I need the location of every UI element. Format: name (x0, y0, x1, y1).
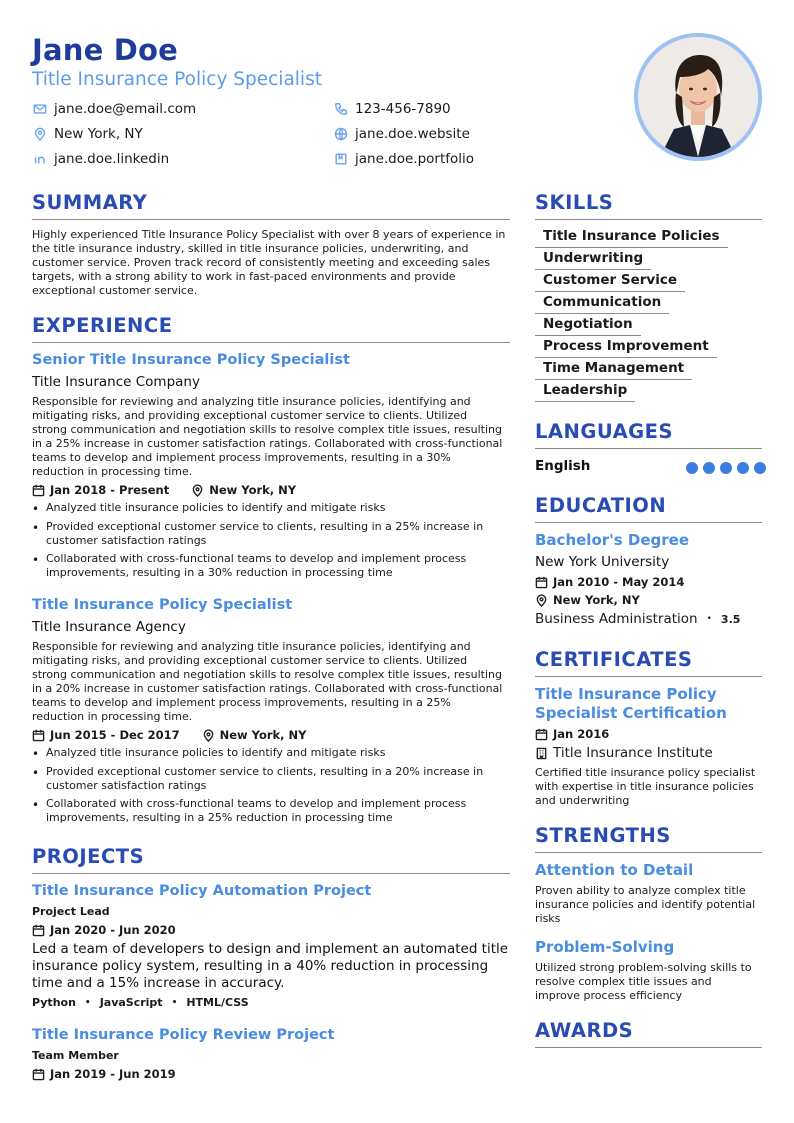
project-title: Title Insurance Policy Review Project (32, 1027, 335, 1043)
calendar-icon (32, 729, 45, 742)
skill-tag: Process Improvement (535, 338, 717, 358)
job-bullet: • Analyzed title insurance policies to identify and mitigate risks (32, 501, 506, 515)
job-meta (32, 482, 296, 498)
project-meta (32, 922, 176, 938)
education-field: Business Administration (535, 611, 698, 627)
project-tag: Python (32, 996, 76, 1009)
education-divider (535, 522, 762, 523)
experience-divider (32, 342, 510, 343)
strengths-divider (535, 852, 762, 853)
job-location: New York, NY (219, 728, 307, 742)
job-dates: Jun 2015 - Dec 2017 (50, 728, 180, 742)
building-icon (535, 747, 548, 760)
candidate-role: Title Insurance Policy Specialist (32, 69, 322, 90)
job-meta (32, 727, 307, 743)
education-heading: EDUCATION (535, 494, 667, 517)
skill-tag: Customer Service (535, 272, 685, 292)
skills-divider (535, 219, 762, 220)
language-level-dot (737, 462, 749, 474)
skill-tag: Leadership (535, 382, 635, 402)
project-dates: Jan 2020 - Jun 2020 (50, 923, 176, 937)
job-title: Title Insurance Policy Specialist (32, 597, 293, 613)
contact-location (32, 125, 143, 143)
certificate-issuer: Title Insurance Institute (553, 745, 713, 761)
awards-heading: AWARDS (535, 1019, 634, 1042)
education-location: New York, NY (553, 593, 640, 607)
map-pin-icon (535, 594, 548, 607)
education-field-row: Business Administration • 3.5 (535, 611, 741, 627)
education-gpa: 3.5 (720, 612, 741, 626)
project-tag: HTML/CSS (186, 996, 249, 1009)
contact-linkedin[interactable] (32, 150, 169, 168)
job-dates: Jan 2018 - Present (50, 483, 170, 497)
language-level-dot (720, 462, 732, 474)
portfolio-text: jane.doe.portfolio (355, 151, 475, 167)
email-text: jane.doe@email.com (54, 101, 197, 117)
phone-icon (333, 101, 349, 117)
candidate-name: Jane Doe (32, 33, 179, 67)
summary-text: Highly experienced Title Insurance Policy Specialist with over 8 years of experience in the title insurance industry, skilled in title insurance policies, underwriting, and customer service. Proven track record of consistently meeting and exceeding sales targets, with a strong ability to work in fast-paced environments and provide exceptional customer service. (32, 228, 506, 297)
skills-heading: SKILLS (535, 191, 614, 214)
certificate-description: Certified title insurance policy specialist with expertise in title insurance policies and underwriting (535, 766, 756, 807)
school-name: New York University (535, 554, 670, 570)
summary-divider (32, 219, 510, 220)
calendar-icon (32, 1068, 45, 1081)
project-title: Title Insurance Policy Automation Project (32, 883, 372, 899)
job-description: Responsible for reviewing and analyzing title insurance policies, identifying and mitigating risks, and providing exceptional customer service to clients. Utilized strong communication and negotiation skills to resolve complex title issues, resulting in a 20% increase in customer satisfaction ratings. Collaborated with cross-functional teams to develop and implement process improvements, resulting in a 25% reduction in processing time. (32, 640, 503, 723)
language-level-dot (686, 462, 698, 474)
strength-description: Proven ability to analyze complex title insurance policies and identify potential risks (535, 884, 756, 925)
certificate-issuer-row (535, 745, 713, 761)
project-meta (32, 1066, 176, 1082)
project-tag: JavaScript (99, 996, 163, 1009)
certificates-heading: CERTIFICATES (535, 648, 693, 671)
globe-icon (333, 126, 349, 142)
strength-name: Problem-Solving (535, 938, 675, 956)
language-name: English (535, 458, 591, 474)
job-title: Senior Title Insurance Policy Specialist (32, 352, 350, 368)
project-role: Project Lead (32, 905, 110, 918)
email-icon (32, 101, 48, 117)
profile-photo (634, 33, 762, 161)
portfolio-icon (333, 151, 349, 167)
location-icon (32, 126, 48, 142)
certificate-name: Title Insurance Policy Specialist Certification (535, 685, 727, 722)
job-company: Title Insurance Agency (32, 619, 186, 635)
calendar-icon (32, 484, 45, 497)
contact-portfolio[interactable] (333, 150, 474, 168)
education-location-row (535, 592, 640, 608)
job-bullet: • Analyzed title insurance policies to identify and mitigate risks (32, 746, 506, 760)
project-tags: Python • JavaScript • HTML/CSS (32, 996, 249, 1009)
awards-divider (535, 1047, 762, 1048)
projects-divider (32, 873, 510, 874)
skill-tag: Negotiation (535, 316, 641, 336)
skill-tag: Underwriting (535, 250, 651, 270)
certificate-date-row (535, 726, 609, 742)
education-dates-row (535, 574, 684, 590)
degree-title: Bachelor's Degree (535, 531, 689, 549)
skill-tag: Title Insurance Policies (535, 228, 728, 248)
job-description: Responsible for reviewing and analyzing title insurance policies, identifying and mitigating risks, and providing exceptional customer service to clients. Utilized strong communication and negotiation skills to resolve complex title issues, resulting in a 25% increase in customer satisfaction ratings. Collaborated with cross-functional teams to develop and implement process improvements, resulting in a 30% reduction in processing time. (32, 395, 503, 478)
language-level-dot (754, 462, 766, 474)
job-bullet: • Collaborated with cross-functional teams to develop and implement process improvements, resulting in a 30% reduction in processing time (32, 552, 506, 580)
linkedin-text: jane.doe.linkedin (54, 151, 170, 167)
calendar-icon (535, 728, 548, 741)
strengths-heading: STRENGTHS (535, 824, 671, 847)
calendar-icon (32, 924, 45, 937)
calendar-icon (535, 576, 548, 589)
location-text: New York, NY (54, 126, 143, 142)
skill-tag: Time Management (535, 360, 692, 380)
languages-heading: LANGUAGES (535, 420, 674, 443)
job-bullet: • Collaborated with cross-functional teams to develop and implement process improvements, resulting in a 25% reduction in processing time (32, 797, 506, 825)
map-pin-icon (191, 484, 204, 497)
education-dates: Jan 2010 - May 2014 (553, 575, 685, 589)
contact-website[interactable] (333, 125, 470, 143)
experience-heading: EXPERIENCE (32, 314, 173, 337)
certificate-date: Jan 2016 (553, 727, 610, 741)
project-description: Led a team of developers to design and implement an automated title insurance policy system, resulting in a 40% reduction in processing time and a 15% increase in accuracy. (32, 941, 509, 991)
contact-email[interactable] (32, 100, 196, 118)
job-bullet: • Provided exceptional customer service to clients, resulting in a 20% increase in customer satisfaction ratings (32, 765, 506, 793)
contact-phone[interactable] (333, 100, 451, 118)
strength-name: Attention to Detail (535, 861, 694, 879)
languages-divider (535, 448, 762, 449)
projects-heading: PROJECTS (32, 845, 145, 868)
profile-photo-illustration (638, 37, 758, 157)
strength-description: Utilized strong problem-solving skills to resolve complex title issues and improve process efficiency (535, 961, 752, 1002)
job-company: Title Insurance Company (32, 374, 200, 390)
certificates-divider (535, 676, 762, 677)
map-pin-icon (202, 729, 215, 742)
summary-heading: SUMMARY (32, 191, 148, 214)
language-level (686, 462, 766, 474)
phone-text: 123-456-7890 (355, 101, 451, 117)
project-role: Team Member (32, 1049, 119, 1062)
website-text: jane.doe.website (355, 126, 470, 142)
linkedin-icon (32, 151, 48, 167)
job-location: New York, NY (209, 483, 297, 497)
skill-tag: Communication (535, 294, 669, 314)
project-dates: Jan 2019 - Jun 2019 (50, 1067, 176, 1081)
job-bullet: • Provided exceptional customer service to clients, resulting in a 25% increase in customer satisfaction ratings (32, 520, 506, 548)
language-level-dot (703, 462, 715, 474)
